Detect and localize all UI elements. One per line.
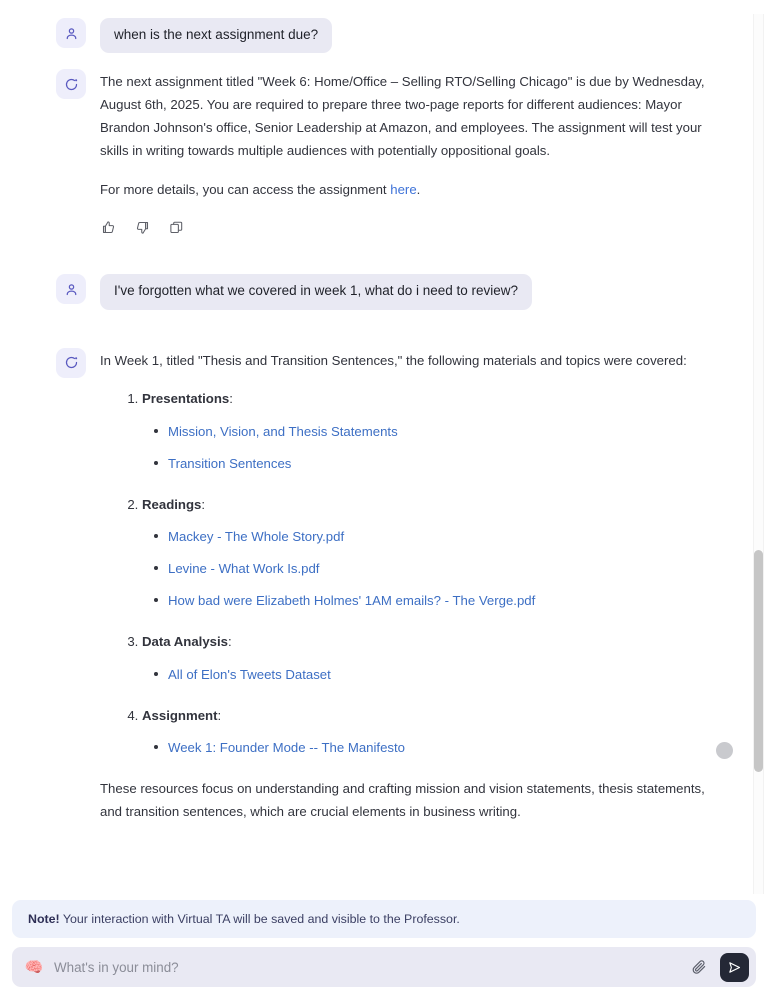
topic-resource-list: [142, 528, 705, 609]
user-message-row: [56, 18, 705, 53]
scroll-to-bottom-button[interactable]: [716, 742, 733, 759]
topic-resource-list: [142, 666, 705, 683]
refresh-circle-icon: [64, 355, 79, 370]
week-topics-list: [100, 388, 705, 756]
assistant-closing-paragraph: These resources focus on understanding and crafting mission and vision statements, thesis statements, and transition sentences, which are crucial elements in business writing.: [100, 781, 705, 819]
topic-resource-list: [142, 423, 705, 472]
assistant-paragraph-2: [100, 179, 705, 202]
topic-section: [142, 494, 705, 610]
assistant-message-body: [100, 69, 705, 236]
copy-icon[interactable]: [168, 219, 185, 236]
resource-link[interactable]: Levine - What Work Is.pdf: [168, 561, 320, 577]
assistant-message-row: [56, 69, 705, 236]
refresh-circle-icon: [64, 77, 79, 92]
resource-link[interactable]: Mackey - The Whole Story.pdf: [168, 528, 345, 544]
topic-section-colon: :: [201, 496, 206, 512]
spacer: [56, 326, 705, 348]
list-item: [168, 666, 705, 683]
resource-link[interactable]: Mission, Vision, and Thesis Statements: [168, 423, 398, 439]
topic-section: [142, 631, 705, 682]
user-icon: [64, 282, 79, 297]
topic-section: [142, 705, 705, 756]
assistant-avatar: [56, 69, 86, 99]
list-item: [168, 455, 705, 472]
brain-emoji-icon: 🧠: [24, 958, 44, 976]
assignment-link[interactable]: here: [390, 181, 417, 197]
resource-link[interactable]: Week 1: Founder Mode -- The Manifesto: [168, 739, 406, 755]
thumbs-up-icon[interactable]: [100, 219, 117, 236]
topic-section-heading: Data Analysis: [142, 634, 229, 650]
topic-section-heading: Readings: [142, 496, 202, 512]
list-item: [168, 528, 705, 545]
topic-section-colon: :: [228, 634, 232, 650]
user-message-row: [56, 274, 705, 309]
topic-section-heading: Presentations: [142, 391, 230, 407]
privacy-note-banner: [12, 900, 756, 938]
user-avatar: [56, 18, 86, 48]
scrollbar-thumb[interactable]: [754, 550, 763, 772]
list-item: [168, 423, 705, 440]
message-composer: [12, 947, 756, 987]
assistant-message-body: [100, 348, 705, 840]
list-item: [168, 592, 705, 609]
resource-link[interactable]: How bad were Elizabeth Holmes' 1AM emails? - The Verge.pdf: [168, 593, 536, 609]
paragraph-2-prefix: For more details, you can access the assignment: [100, 181, 391, 197]
list-item: [168, 560, 705, 577]
send-icon: [727, 960, 742, 975]
note-label: Note!: [28, 912, 60, 926]
assistant-avatar: [56, 348, 86, 378]
user-message-bubble: I've forgotten what we covered in week 1, what do i need to review?: [100, 274, 532, 309]
paragraph-2-suffix: .: [416, 181, 421, 197]
message-input[interactable]: [54, 960, 678, 975]
assistant-paragraph-1: The next assignment titled "Week 6: Home/Office – Selling RTO/Selling Chicago" is due by Wednesday, August 6th, 2025. You are required to prepare three two-page reports for different audiences: Mayor Brandon Johnson's office, Senior Leadership at Amazon, and employees. The assignment will test your skills in writing towards multiple audiences with potentially oppositional goals.: [100, 74, 705, 158]
composer-area: [0, 900, 768, 995]
topic-resource-list: [142, 739, 705, 756]
thumbs-down-icon[interactable]: [134, 219, 151, 236]
topic-section-colon: :: [217, 707, 222, 723]
assistant-intro-paragraph: In Week 1, titled "Thesis and Transition Sentences," the following materials and topics were covered:: [100, 352, 687, 368]
send-button[interactable]: [720, 953, 749, 982]
paperclip-icon[interactable]: [688, 956, 710, 978]
assistant-message-row: [56, 348, 705, 840]
user-message-bubble: when is the next assignment due?: [100, 18, 332, 53]
resource-link[interactable]: All of Elon's Tweets Dataset: [168, 666, 331, 682]
list-item: [168, 739, 705, 756]
user-icon: [64, 26, 79, 41]
spacer: [56, 236, 705, 274]
topic-section-heading: Assignment: [142, 707, 218, 723]
note-text: Your interaction with Virtual TA will be saved and visible to the Professor.: [59, 912, 460, 926]
user-avatar: [56, 274, 86, 304]
topic-section-colon: :: [229, 391, 233, 407]
message-feedback-actions: [100, 219, 705, 236]
topic-section: [142, 388, 705, 471]
resource-link[interactable]: Transition Sentences: [168, 455, 292, 471]
